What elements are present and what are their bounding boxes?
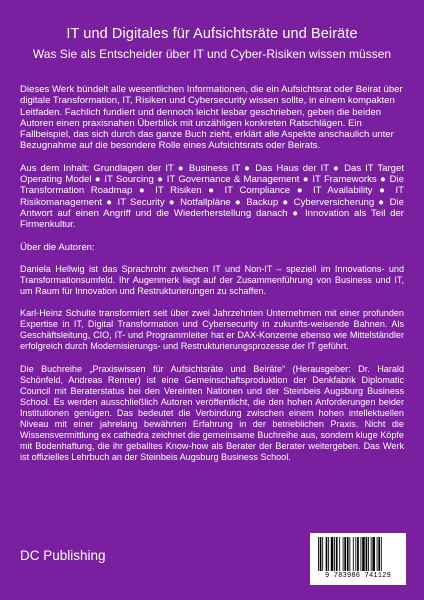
barcode-bar xyxy=(331,537,334,571)
barcode-bar xyxy=(320,537,322,571)
isbn-barcode-icon xyxy=(310,533,406,585)
barcode-bar xyxy=(357,537,359,571)
series-paragraph: Die Buchreihe „Praxiswissen für Aufsichtsräte und Beiräte“ (Herausgeber: Dr. Harald Schönfeld, Andreas Renner) ist eine Gemeinschaftsproduktion der Denkfabrik Diplomatic Council mit Beraterstatus bei den Vereinten Nationen und der Steinbeis Augsburg Business School. Es werden ausschließlich Autoren veröffentlicht, die den hohen Anforderungen beider Institutionen genügen. Das bedeutet die Verbindung zwischen einem hohen intellektuellen Niveau mit einer jahrelang bewährten Erfahrung in der betrieblichen Praxis. Nicht die Wissensvermittlung ex cathedra zeichnet die gemeinsame Buchreihe aus, sondern kluge Köpfe mit Bodenhaftung, die ihr geballtes Know-how als Berater der Berater weitergeben. Das Werk ist offizielles Lehrbuch an der Steinbeis Augsburg Business School. xyxy=(20,363,404,463)
barcode-bar xyxy=(339,537,340,571)
barcode-bar xyxy=(336,537,338,571)
contents-paragraph: Aus dem Inhalt: Grundlagen der IT ● Business IT ● Das Haus der IT ● Das IT Target Operating Model ● IT Sourcing ● IT Governance & Management ● IT Frameworks ● Die Transformation Roadmap ● IT Risiken ● IT Compliance ● IT Availability ● IT Risikomanagement ● IT Security ● Notfallpläne ● Backup ● Cyberversicherung ● Die Antwort auf einen Angriff und die Wiederherstellung danach ● Innovation als Teil der Firmenkultur. xyxy=(20,162,404,231)
barcode-bar xyxy=(361,537,362,571)
barcode-bar xyxy=(355,537,356,571)
barcode-bar xyxy=(343,537,344,571)
authors-heading: Über die Autoren: xyxy=(20,241,95,253)
barcode-bar xyxy=(368,537,369,571)
barcode-bar xyxy=(349,537,350,571)
barcode-bar xyxy=(371,537,372,571)
book-title: IT und Digitales für Aufsichtsräte und Beiräte xyxy=(66,26,358,42)
barcode-bar xyxy=(353,537,354,571)
isbn-number: 9 783986 741129 xyxy=(324,572,391,580)
barcode-bar xyxy=(334,537,335,571)
barcode-bar xyxy=(326,537,328,571)
barcode-bar xyxy=(347,537,349,571)
author-bio-schulte: Karl-Heinz Schulte transformiert seit über zwei Jahrzehnten Unternehmen mit einer profunden Expertise in IT, Digital Transformation und Cybersecurity in zukunfts-weisende Bahnen. Als Geschäftsleitung, CIO, IT- und Programmleiter hat er DAX-Konzerne ebenso wie Mittelständler erfolgreich durch Modernisierungs- und Restrukturierungsprozesse der IT geführt. xyxy=(20,308,404,352)
author-bio-hellwig: Daniela Hellwig ist das Sprachrohr zwischen IT und Non-IT – speziell im Innovations- und Transformationsumfeld. Ihr Augenmerk liegt auf der Zusammenführung von Business und IT, um Raum für Innovation und Restrukturierungen zu schaffen. xyxy=(20,263,404,297)
barcode-bar xyxy=(322,537,323,571)
intro-paragraph: Dieses Werk bündelt alle wesentlichen Informationen, die ein Aufsichtsrat oder Beirat über digitale Transformation, IT, Risiken und Cybersecurity wissen sollte, in einem kompakten Leitfaden. Fachlich fundiert und dennoch leicht lesbar geschrieben, geben die beiden Autoren einen praxisnahen Überblick mit unzähligen konkreten Ratschlägen. Ein Fallbeispiel, das sich durch das ganze Buch zieht, erklärt alle Aspekte anschaulich unter Bezugnahme auf die besondere Rolle eines Aufsichtsrats oder Beirats. xyxy=(20,84,403,152)
barcode-bar xyxy=(381,537,382,571)
barcode-bar xyxy=(362,537,365,571)
barcode-bar xyxy=(318,537,319,571)
barcode-bar xyxy=(366,537,368,571)
barcode-bar xyxy=(377,537,378,571)
book-subtitle: Was Sie als Entscheider über IT und Cyber-Risiken wissen müssen xyxy=(32,47,392,61)
barcode-bar xyxy=(328,537,329,571)
barcode-bar xyxy=(372,537,375,571)
barcode-bar xyxy=(344,537,346,571)
publisher-name: DC Publishing xyxy=(20,548,106,563)
barcode-bar xyxy=(378,537,380,571)
blurb-body xyxy=(20,84,404,474)
barcode-bars xyxy=(316,537,400,571)
